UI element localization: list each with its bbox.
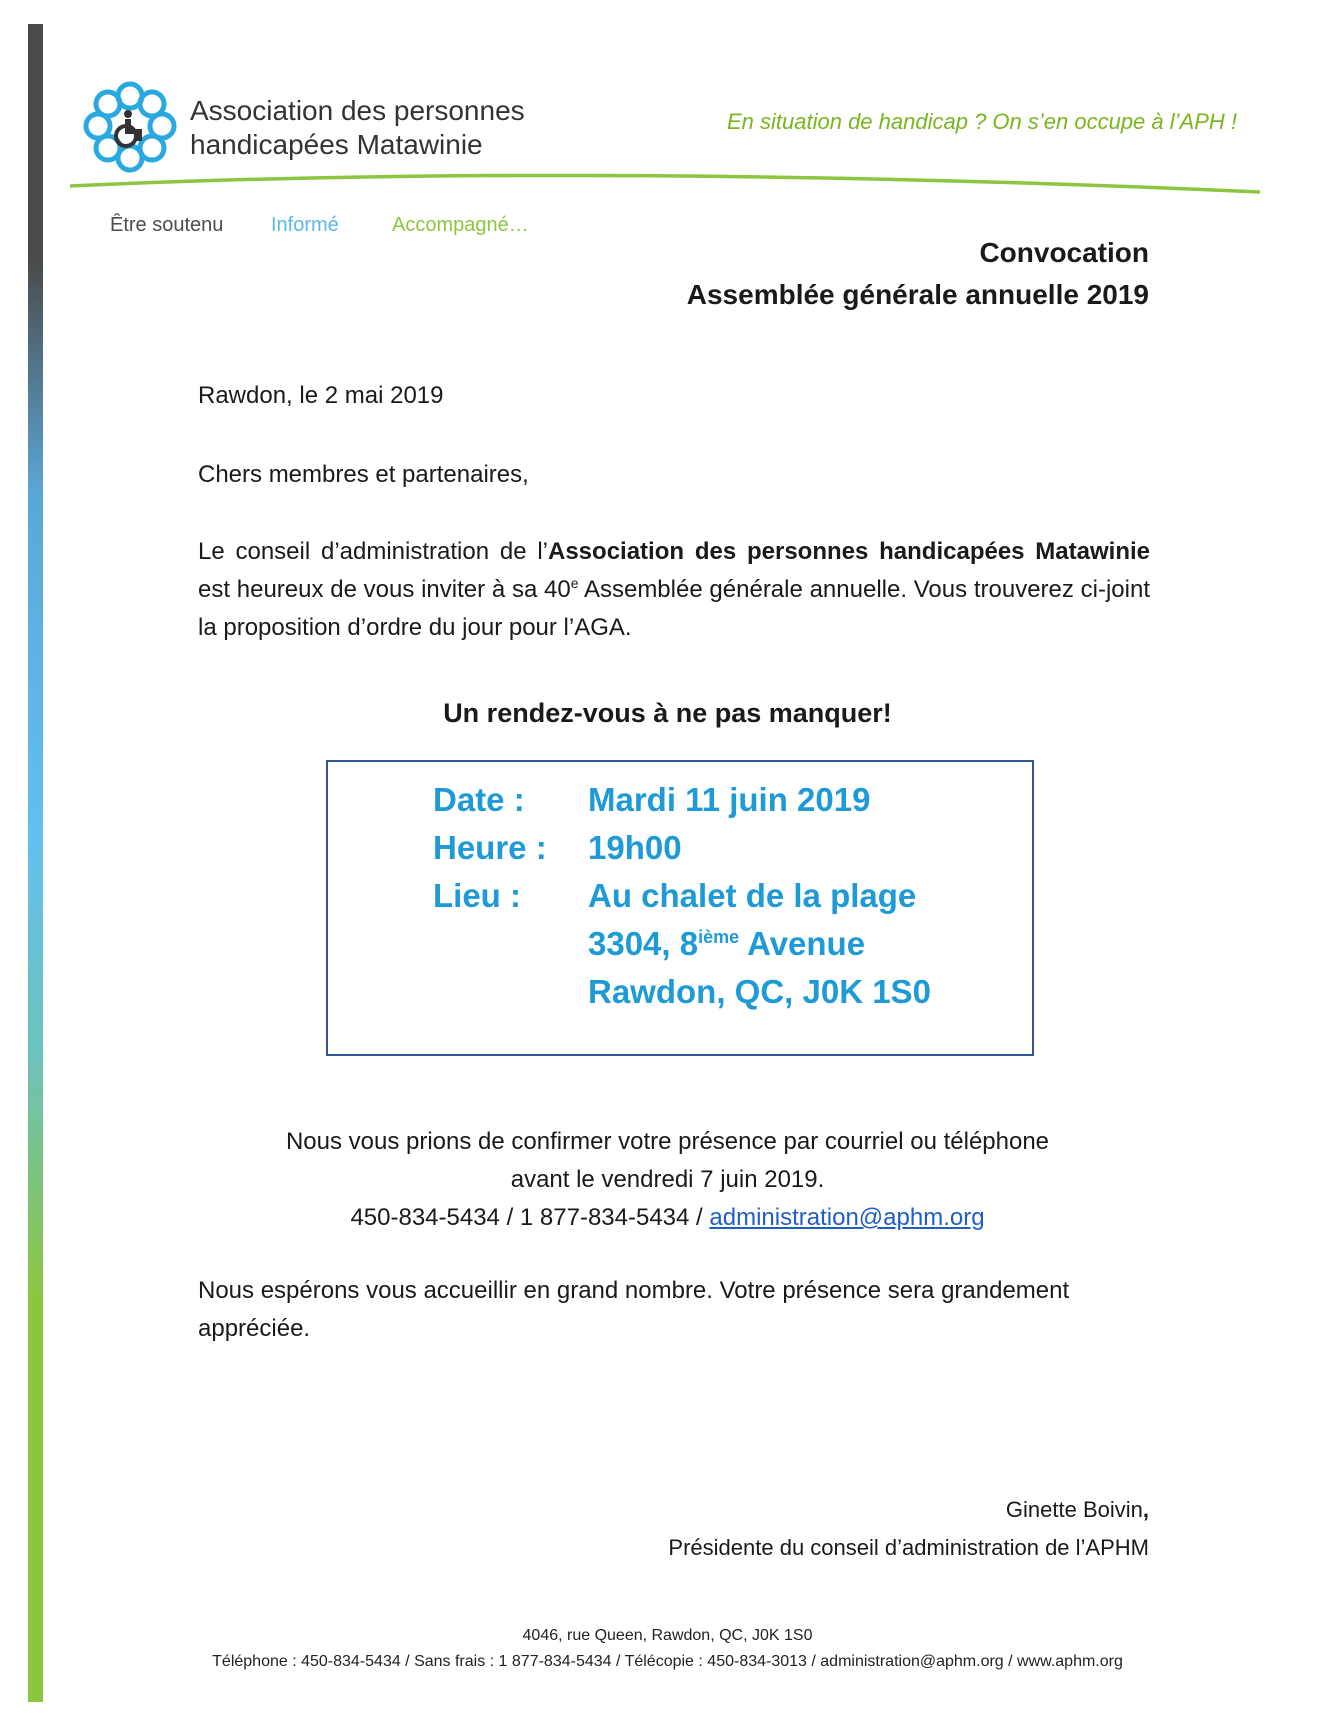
closing-paragraph: Nous espérons vous accueillir en grand nombre. Votre présence sera grandement appréciée. [198, 1277, 1070, 1342]
signer-name: Ginette Boivin [1005, 1497, 1143, 1522]
rsvp-contact-line [0, 1199, 1335, 1237]
time-value: 19h00 [588, 829, 682, 866]
rsvp-line-2: avant le vendredi 7 juin 2019. [510, 1166, 825, 1193]
footer [0, 1623, 1335, 1675]
signature-block [668, 1491, 1149, 1567]
place-line-3: Rawdon, QC, J0K 1S0 [588, 973, 931, 1010]
event-details-box [326, 760, 1034, 1056]
place-date: Rawdon, le 2 mai 2019 [198, 382, 444, 409]
document-title [687, 232, 1149, 316]
greeting: Chers membres et partenaires, [198, 461, 529, 488]
para-mid: est heureux de vous inviter à sa 40 [198, 576, 571, 603]
place-line-2 [588, 920, 865, 968]
rsvp-line-1: Nous vous prions de confirmer votre présence par courriel ou téléphone [285, 1128, 1050, 1155]
intro-paragraph [198, 533, 1150, 647]
association-logo-icon [82, 78, 178, 178]
tagline-soutenu: Être soutenu [110, 214, 224, 236]
slogan: En situation de handicap ? On s’en occupe à l’APH ! [727, 109, 1237, 134]
para-end: Assemblée générale annuelle. Vous trouverez ci-joint la proposition d’ordre du jour pour l’AGA. [198, 576, 1150, 641]
header-swoosh-divider [70, 170, 1260, 200]
title-convocation: Convocation [979, 237, 1149, 268]
signer-comma: , [1142, 1497, 1149, 1522]
para-intro: Le conseil d’administration de l’ [198, 538, 548, 565]
signer-name-line [668, 1491, 1149, 1529]
place-line-2-street: Avenue [739, 925, 866, 962]
tagline-accompagne: Accompagné… [392, 214, 529, 236]
org-name-line-2: handicapées Matawinie [190, 129, 483, 160]
para-org-name: Association des personnes handicapées Matawinie [548, 538, 1150, 565]
left-color-bar [28, 24, 43, 1702]
email-link[interactable]: administration@aphm.org [709, 1204, 985, 1231]
place-line-2-sup: ième [698, 927, 740, 947]
footer-address: 4046, rue Queen, Rawdon, QC, J0K 1S0 [522, 1627, 813, 1644]
org-name-line-1: Association des personnes [190, 95, 525, 126]
footer-contacts: Téléphone : 450-834-5434 / Sans frais : 1 877-834-5434 / Télécopie : 450-834-3013 / administration@aphm.org / www.aphm.org [212, 1653, 1123, 1670]
time-label: Heure : [433, 829, 547, 866]
signer-title: Présidente du conseil d’administration de l’APHM [668, 1535, 1149, 1560]
title-assembly: Assemblée générale annuelle 2019 [686, 279, 1149, 310]
date-value: Mardi 11 juin 2019 [588, 781, 871, 818]
place-line-2-number: 3304, 8 [588, 925, 699, 962]
place-label: Lieu : [433, 877, 521, 914]
para-ordinal-sup: e [570, 575, 579, 591]
rsvp-phones: 450-834-5434 / 1 877-834-5434 / [350, 1204, 710, 1231]
place-line-1: Au chalet de la plage [588, 877, 917, 914]
date-label: Date : [433, 781, 525, 818]
org-name [190, 94, 525, 162]
tagline-informe: Informé [271, 214, 339, 236]
rendezvous-heading: Un rendez-vous à ne pas manquer! [443, 698, 892, 728]
rsvp-block [0, 1123, 1335, 1237]
